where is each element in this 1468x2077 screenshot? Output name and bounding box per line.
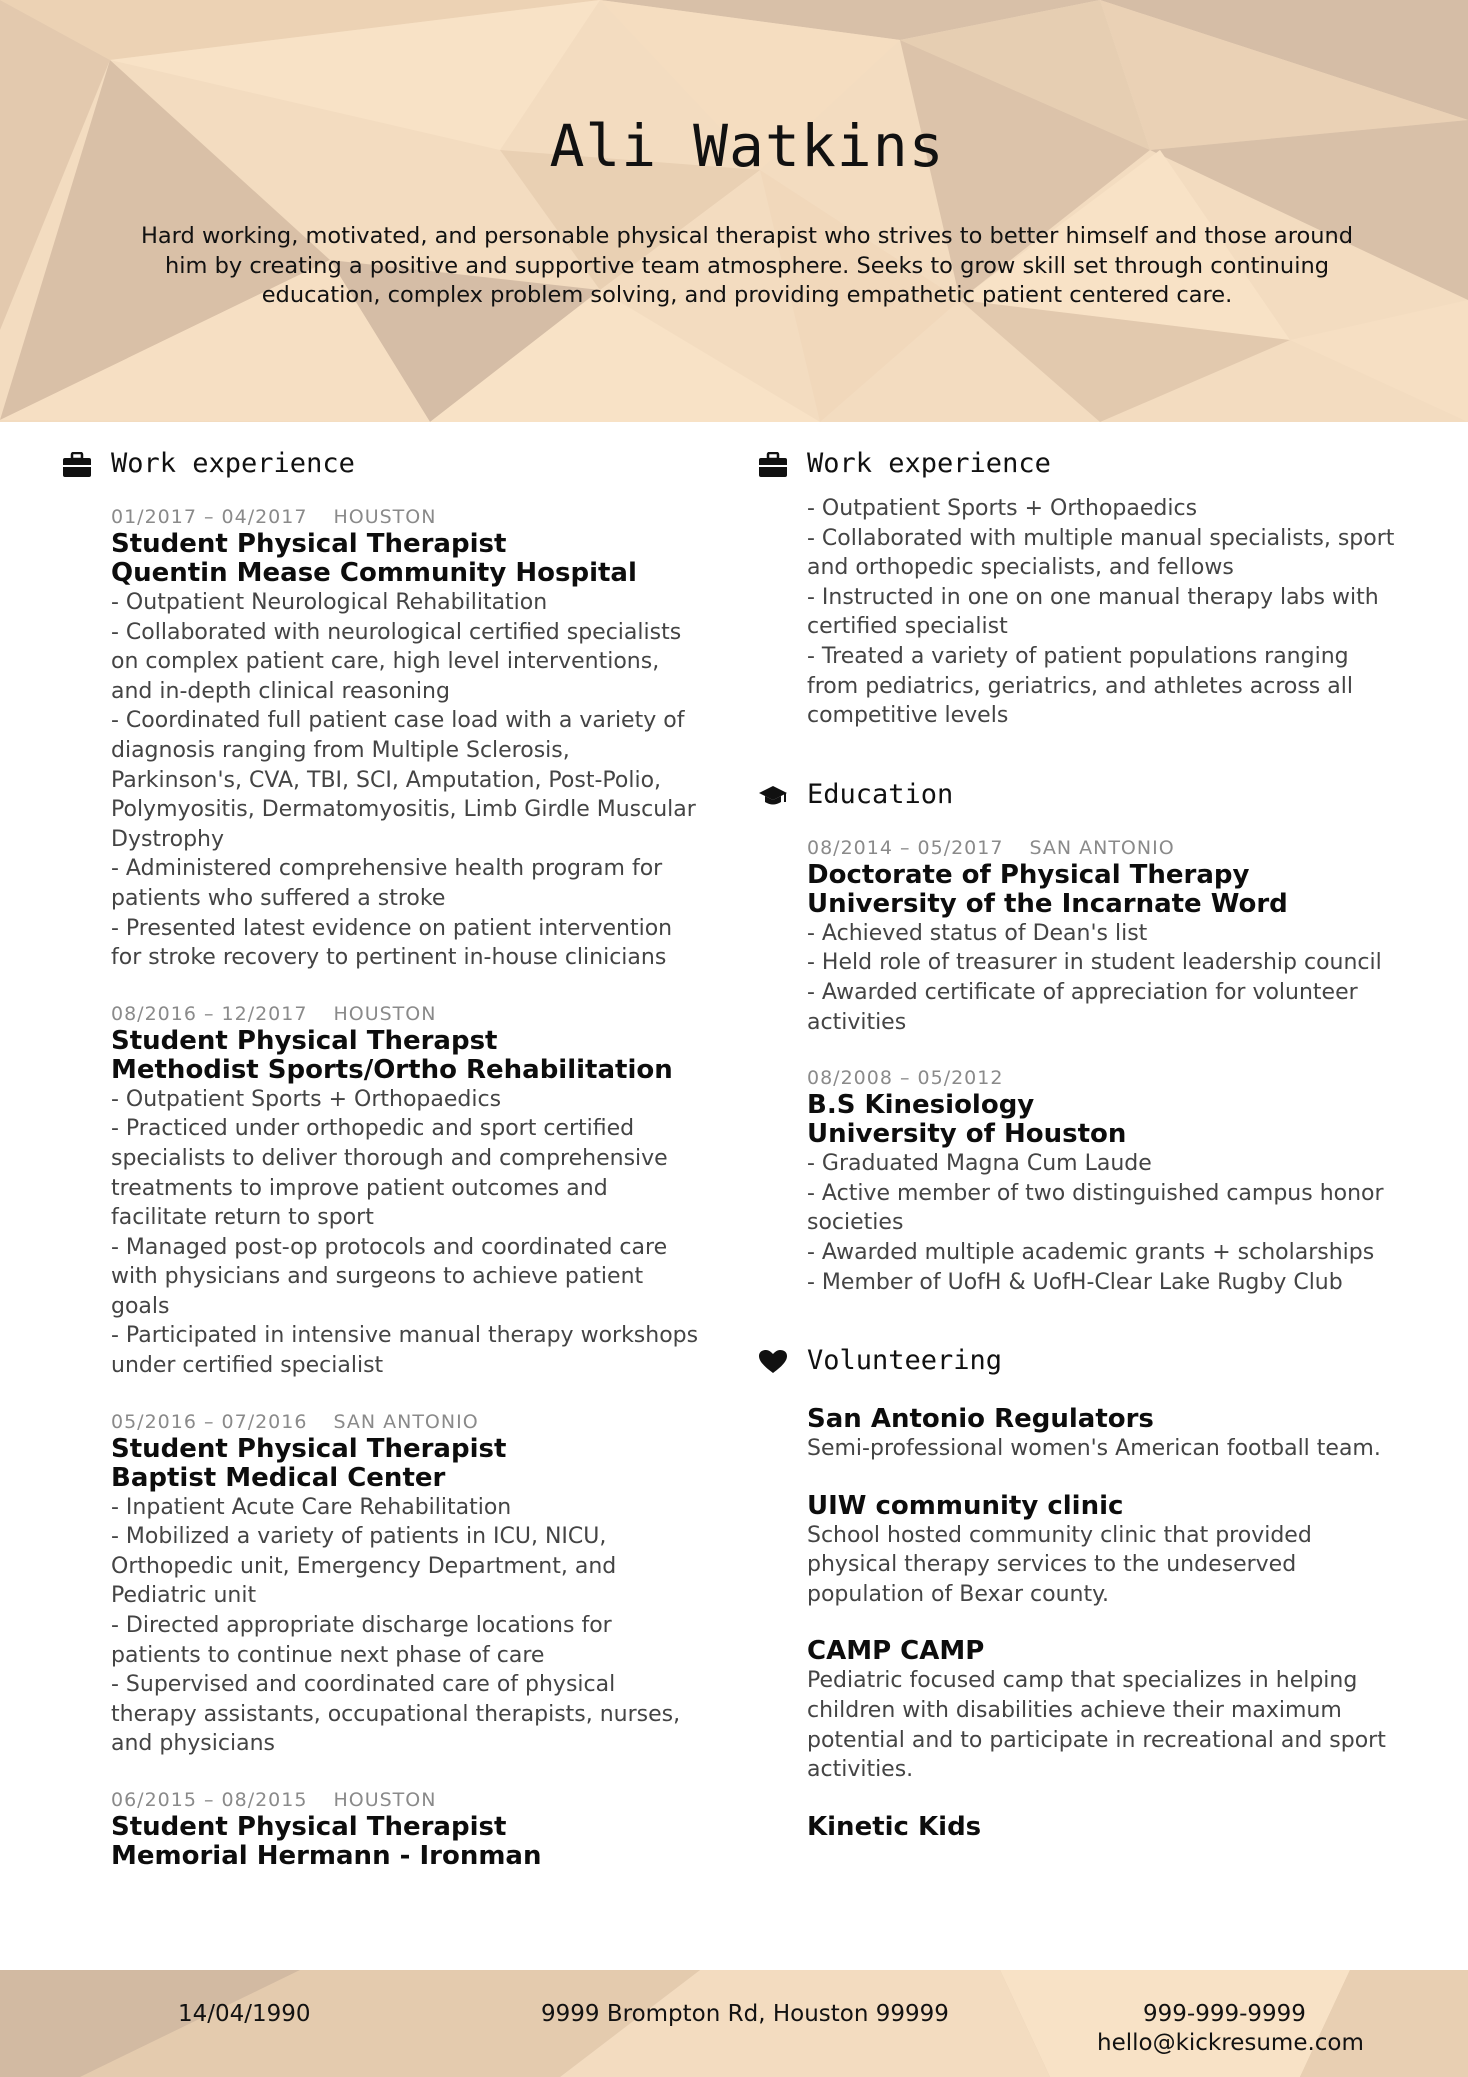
degree: Doctorate of Physical Therapy xyxy=(807,859,1250,890)
volunteer-description: School hosted community clinic that provided physical therapy services to the undeserved population of Bexar county. xyxy=(807,1522,1312,1607)
bullet: - Participated in intensive manual therapy workshops under certified specialist xyxy=(111,1323,699,1379)
volunteering-heading xyxy=(758,1345,1398,1379)
entry-meta xyxy=(111,1409,702,1435)
entry-bullets xyxy=(807,919,1398,1037)
bullet: - Instructed in one on one manual therapy labs with certified specialist xyxy=(807,584,1379,640)
volunteer-description: Semi-professional women's American football team. xyxy=(807,1436,1381,1462)
entry-meta xyxy=(111,504,702,530)
entry-dates: 08/2014 – 05/2017 xyxy=(807,836,1004,859)
work-entry xyxy=(111,1001,702,1381)
work-entry xyxy=(111,1787,702,1871)
resume-footer xyxy=(0,1970,1468,2077)
employer: Methodist Sports/Ortho Rehabilitation xyxy=(111,1054,673,1085)
work-entry xyxy=(111,1409,702,1759)
volunteer-entry xyxy=(807,1637,1398,1784)
job-title: Student Physical Therapist xyxy=(111,1433,507,1464)
entry-meta xyxy=(111,1001,702,1027)
entry-bullets xyxy=(111,588,702,973)
work-entry xyxy=(111,504,702,973)
left-column xyxy=(62,448,702,1899)
bullet: - Mobilized a variety of patients in ICU, NICU, Orthopedic unit, Emergency Department, and Pediatric unit xyxy=(111,1524,617,1609)
bullet: - Supervised and coordinated care of physical therapy assistants, occupational therapists, nurses, and physicians xyxy=(111,1672,681,1757)
candidate-name: Ali Watkins xyxy=(549,112,945,180)
bullet: - Outpatient Sports + Orthopaedics xyxy=(111,1086,502,1112)
bullet: - Treated a variety of patient populations ranging from pediatrics, geriatrics, and athletes across all competitive levels xyxy=(807,643,1353,729)
volunteer-org: CAMP CAMP xyxy=(807,1636,985,1667)
bullet: - Outpatient Neurological Rehabilitation xyxy=(111,590,548,615)
section-title: Volunteering xyxy=(807,1345,1003,1377)
job-title: Student Physical Therapist xyxy=(111,1812,507,1842)
volunteer-org: Kinetic Kids xyxy=(807,1811,982,1842)
phone-number[interactable]: 999-999-9999 xyxy=(1143,2001,1306,2027)
employer: Quentin Mease Community Hospital xyxy=(111,558,637,588)
volunteer-org: San Antonio Regulators xyxy=(807,1404,1154,1435)
section-title: Work experience xyxy=(111,448,355,479)
education-heading xyxy=(758,779,1398,813)
bullet: - Member of UofH & UofH-Clear Lake Rugby Club xyxy=(807,1269,1343,1295)
email-link[interactable]: hello@kickresume.com xyxy=(1097,2030,1364,2056)
bullet: - Awarded certificate of appreciation for volunteer activities xyxy=(807,979,1358,1035)
employer: Baptist Medical Center xyxy=(111,1462,446,1493)
date-of-birth: 14/04/1990 xyxy=(178,2001,311,2027)
volunteer-description: Pediatric focused camp that specializes in helping children with disabilities achieve their maximum potential and to participate in recreational and sport activities. xyxy=(807,1668,1386,1783)
school: University of the Incarnate Word xyxy=(807,888,1288,919)
entry-bullets xyxy=(111,1493,702,1759)
degree: B.S Kinesiology xyxy=(807,1090,1035,1121)
address: 9999 Brompton Rd, Houston 99999 xyxy=(541,2001,949,2027)
bullet: - Awarded multiple academic grants + scholarships xyxy=(807,1239,1375,1265)
bullet: - Graduated Magna Cum Laude xyxy=(807,1151,1152,1177)
volunteer-org: UIW community clinic xyxy=(807,1490,1124,1521)
education-entry xyxy=(807,1065,1398,1297)
profile-summary: Hard working, motivated, and personable physical therapist who strives to better himself and those around him by creating a positive and supportive team atmosphere. Seeks to grow skill set through continuing education, complex problem solving, and providing empathetic patient centered care. xyxy=(140,223,1354,308)
section-title: Education xyxy=(807,778,954,810)
bullet: - Active member of two distinguished campus honor societies xyxy=(807,1180,1384,1236)
resume-header xyxy=(0,0,1468,422)
bullet: - Achieved status of Dean's list xyxy=(807,920,1148,946)
entry-meta xyxy=(111,1787,702,1813)
work-experience-continued-heading xyxy=(758,448,1398,482)
bullet: - Managed post-op protocols and coordinated care with physicians and surgeons to achieve patient goals xyxy=(111,1234,668,1319)
entry-meta xyxy=(807,835,1398,861)
briefcase-icon xyxy=(758,452,788,478)
entry-dates: 08/2008 – 05/2012 xyxy=(807,1067,1004,1090)
bullet: - Administered comprehensive health program for patients who suffered a stroke xyxy=(111,856,663,911)
volunteer-entry xyxy=(807,1405,1398,1464)
entry-dates: 01/2017 – 04/2017 xyxy=(111,506,308,528)
bullet: - Outpatient Sports + Orthopaedics xyxy=(807,496,1198,521)
work-experience-heading xyxy=(62,448,702,482)
heart-icon xyxy=(758,1349,788,1375)
bullet: - Held role of treasurer in student leadership council xyxy=(807,950,1382,976)
bullet: - Presented latest evidence on patient intervention for stroke recovery to pertinent in-house clinicians xyxy=(111,915,673,971)
entry-city: HOUSTON xyxy=(333,1002,437,1025)
bullet: - Practiced under orthopedic and sport certified specialists to deliver thorough and comprehensive treatments to improve patient outcomes and facilitate return to sport xyxy=(111,1116,668,1231)
job-title: Student Physical Therapst xyxy=(111,1025,498,1056)
entry-bullets xyxy=(807,494,1398,731)
entry-dates: 06/2015 – 08/2015 xyxy=(111,1789,308,1811)
volunteer-entry xyxy=(807,1813,1398,1842)
bullet: - Coordinated full patient case load with a variety of diagnosis ranging from Multiple Sclerosis, Parkinson's, CVA, TBI, SCI, Amputation, Post-Polio, Polymyositis, Dermatomyositis, Limb Girdle Muscular Dystrophy xyxy=(111,708,696,852)
entry-city: SAN ANTONIO xyxy=(1029,836,1175,859)
bullet: - Directed appropriate discharge locations for patients to continue next phase of care xyxy=(111,1613,612,1668)
briefcase-icon xyxy=(62,452,92,478)
section-title: Work experience xyxy=(807,448,1051,479)
entry-bullets xyxy=(111,1085,702,1381)
entry-city: HOUSTON xyxy=(333,1789,437,1811)
work-entry-continued xyxy=(807,494,1398,731)
volunteer-entry xyxy=(807,1492,1398,1610)
education-entry xyxy=(807,835,1398,1037)
bullet: - Inpatient Acute Care Rehabilitation xyxy=(111,1494,512,1520)
entry-dates: 05/2016 – 07/2016 xyxy=(111,1410,308,1433)
job-title: Student Physical Therapist xyxy=(111,529,507,559)
bullet: - Collaborated with neurological certified specialists on complex patient care, high level interventions, and in-depth clinical reasoning xyxy=(111,619,682,704)
employer: Memorial Hermann - Ironman xyxy=(111,1841,542,1871)
entry-meta xyxy=(807,1065,1398,1091)
entry-dates: 08/2016 – 12/2017 xyxy=(111,1002,308,1025)
right-column xyxy=(758,448,1398,1870)
entry-bullets xyxy=(807,1149,1398,1297)
school: University of Houston xyxy=(807,1119,1127,1150)
entry-city: HOUSTON xyxy=(333,506,437,528)
graduation-cap-icon xyxy=(758,783,788,809)
entry-city: SAN ANTONIO xyxy=(333,1410,479,1433)
bullet: - Collaborated with multiple manual specialists, sport and orthopedic specialists, and fellows xyxy=(807,525,1395,581)
